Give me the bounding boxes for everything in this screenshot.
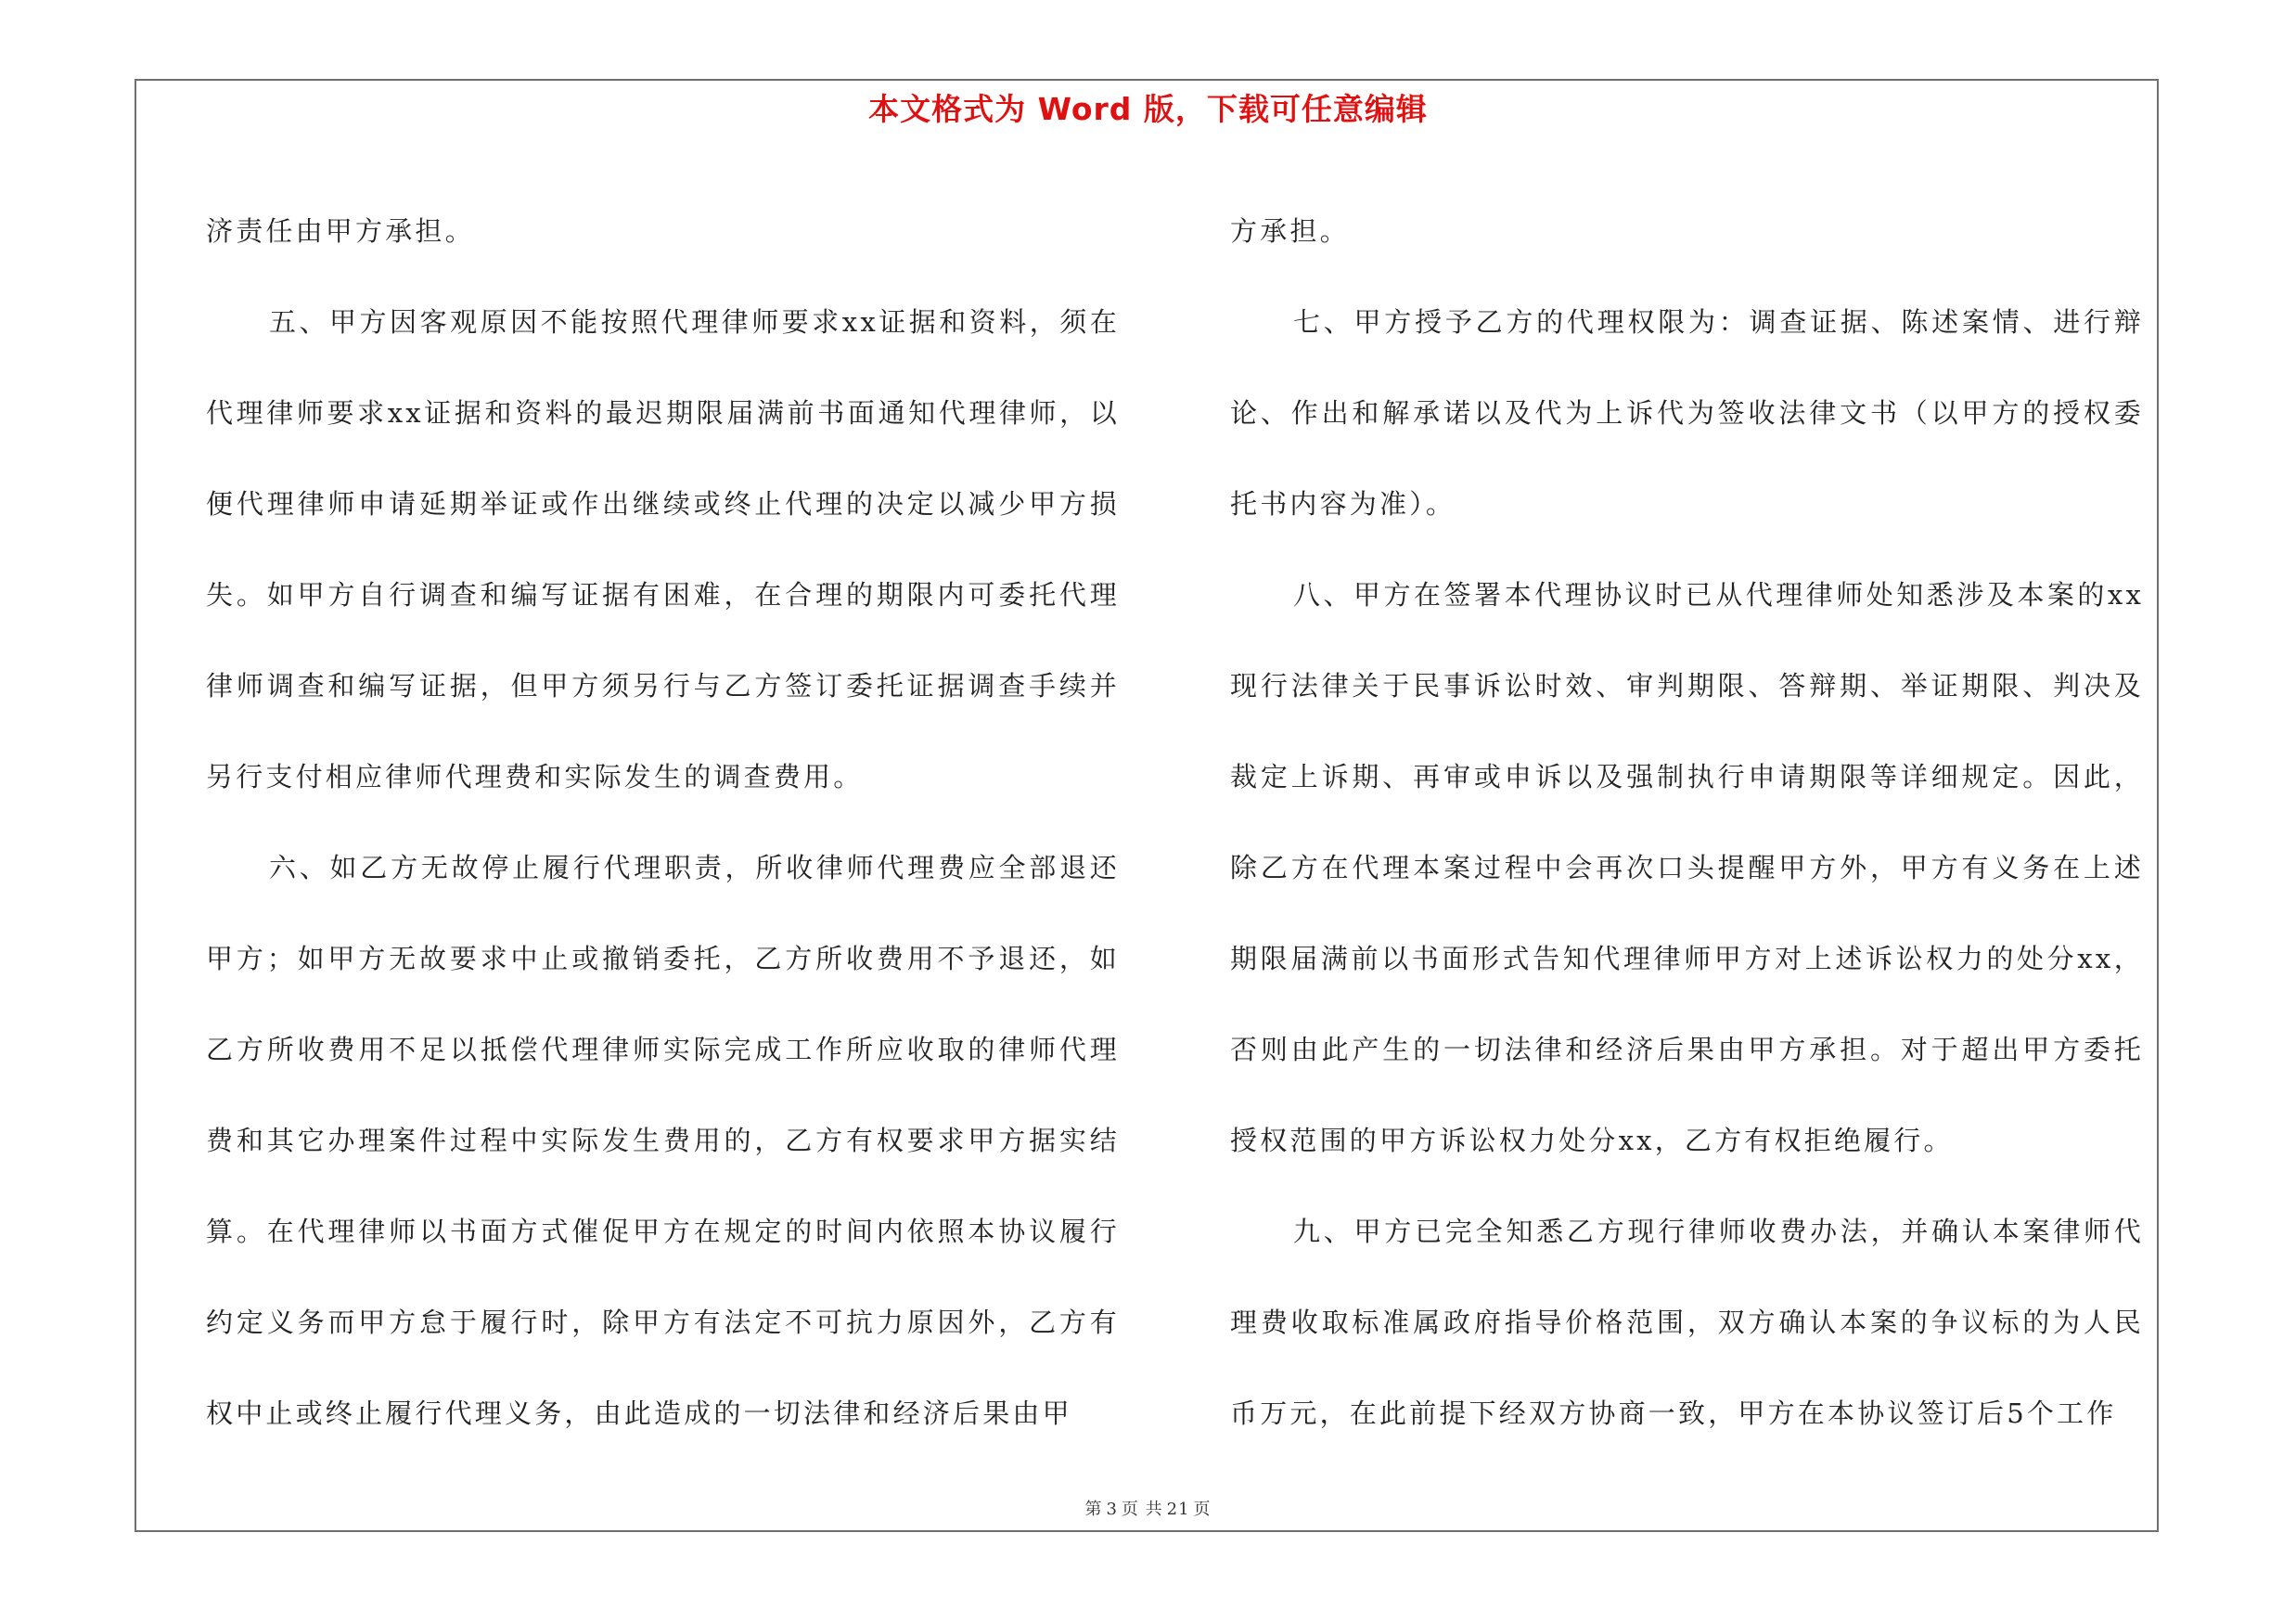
footer-total-pages: 21 [1166,1500,1190,1519]
paragraph-continuation: 济责任由甲方承担。 [206,215,475,247]
format-banner: 本文格式为 Word 版，下载可任意编辑 [868,91,1428,127]
paragraph-clause-8: 八、甲方在签署本代理协议时已从代理律师处知悉涉及本案的xx现行法律关于民事诉讼时效、审判期限、答辩期、举证期限、判决及裁定上诉期、再审或申诉以及强制执行申请期限等详细规定。因此，除乙方在代理本案过程中会再次口头提醒甲方外，甲方有义务在上述期限届满前以书面形式告知代理律师甲方对上述诉讼权力的处分xx，否则由此产生的一切法律和经济后果由甲方承担。对于超出甲方委托授权范围的甲方诉讼权力处分xx，乙方有权拒绝履行。 [1230,579,2144,1156]
page-footer [0,1496,2296,1520]
paragraph-clause-7: 七、甲方授予乙方的代理权限为：调查证据、陈述案情、进行辩论、作出和解承诺以及代为上诉代为签收法律文书（以甲方的授权委托书内容为准）。 [1230,306,2144,520]
footer-middle: 页 共 [1121,1500,1163,1519]
paragraph-continuation: 方承担。 [1230,215,1350,247]
paragraph-clause-9: 九、甲方已完全知悉乙方现行律师收费办法，并确认本案律师代理费收取标准属政府指导价格范围，双方确认本案的争议标的为人民币万元，在此前提下经双方协商一致，甲方在本协议签订后5个工作 [1230,1216,2144,1429]
footer-current-page: 3 [1106,1500,1118,1519]
paragraph-clause-6: 六、如乙方无故停止履行代理职责，所收律师代理费应全部退还甲方；如甲方无故要求中止或撤销委托，乙方所收费用不予退还，如乙方所收费用不足以抵偿代理律师实际完成工作所应收取的律师代理费和其它办理案件过程中实际发生费用的，乙方有权要求甲方据实结算。在代理律师以书面方式催促甲方在规定的时间内依照本协议履行约定义务而甲方怠于履行时，除甲方有法定不可抗力原因外，乙方有权中止或终止履行代理义务，由此造成的一切法律和经济后果由甲 [206,852,1120,1429]
footer-prefix: 第 [1084,1500,1103,1519]
left-column [206,186,1120,1459]
paragraph-clause-5: 五、甲方因客观原因不能按照代理律师要求xx证据和资料，须在代理律师要求xx证据和资料的最迟期限届满前书面通知代理律师，以便代理律师申请延期举证或作出继续或终止代理的决定以减少甲方损失。如甲方自行调查和编写证据有困难，在合理的期限内可委托代理律师调查和编写证据，但甲方须另行与乙方签订委托证据调查手续并另行支付相应律师代理费和实际发生的调查费用。 [206,306,1120,792]
right-column [1230,186,2144,1459]
footer-suffix: 页 [1193,1500,1212,1519]
